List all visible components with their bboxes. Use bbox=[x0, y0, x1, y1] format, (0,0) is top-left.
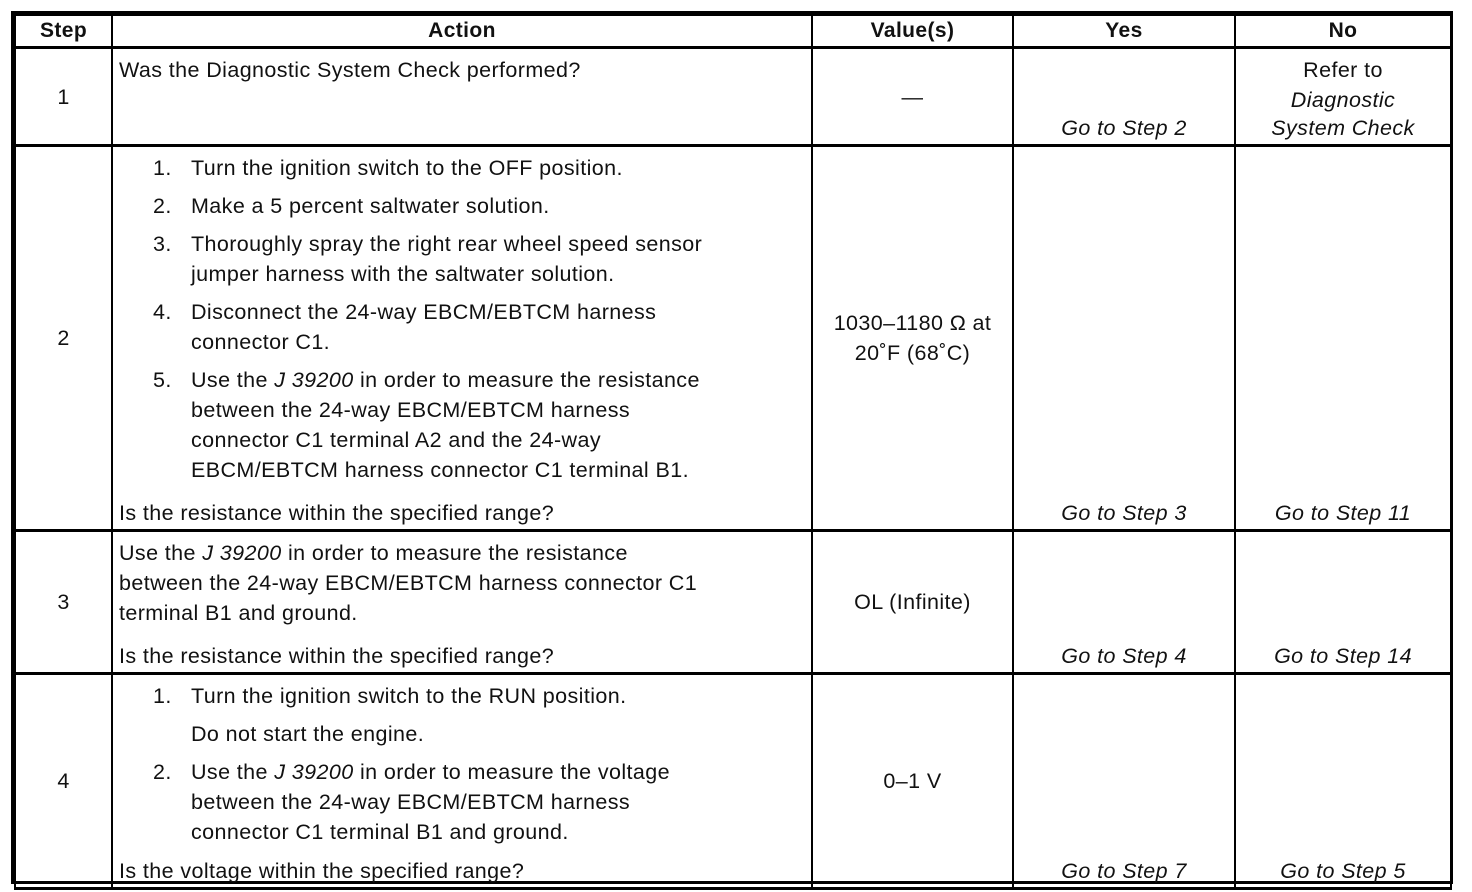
step-number: 4 bbox=[15, 674, 112, 889]
yes-link[interactable]: Go to Step 3 bbox=[1061, 501, 1187, 525]
value-cell: 0–1 V bbox=[812, 674, 1013, 889]
no-cell bbox=[1235, 48, 1451, 146]
action-question: Is the voltage within the specified range? bbox=[119, 859, 525, 883]
step-number: 1 bbox=[15, 48, 112, 146]
action-question: Was the Diagnostic System Check performed? bbox=[119, 58, 581, 82]
list-item: 5. Use the J 39200 in order to measure the resistance between the 24-way EBCM/EBTCM harness connector C1 terminal A2 and the 24-way EBCM/EBTCM harness connector C1 terminal B1. bbox=[153, 368, 700, 482]
value-line-2: 20˚F (68˚C) bbox=[854, 341, 971, 365]
step-number: 2 bbox=[15, 146, 112, 531]
no-cell bbox=[1235, 146, 1451, 531]
yes-cell bbox=[1013, 48, 1235, 146]
table-row bbox=[15, 48, 1451, 146]
action-cell bbox=[112, 146, 812, 531]
action-cell bbox=[112, 674, 812, 889]
no-cell bbox=[1235, 674, 1451, 889]
yes-link[interactable]: Go to Step 7 bbox=[1061, 859, 1187, 883]
yes-cell bbox=[1013, 531, 1235, 674]
table-row bbox=[15, 674, 1451, 889]
action-text: Use the J 39200 in order to measure the resistance between the 24-way EBCM/EBTCM harness connector C1 terminal B1 and ground. bbox=[119, 541, 698, 625]
yes-cell bbox=[1013, 146, 1235, 531]
table-row bbox=[15, 146, 1451, 531]
list-item: 2. Use the J 39200 in order to measure the voltage between the 24-way EBCM/EBTCM harness connector C1 terminal B1 and ground. bbox=[153, 760, 670, 844]
header-yes: Yes bbox=[1013, 15, 1235, 48]
no-line-3: System Check bbox=[1271, 116, 1415, 140]
diagnostic-table bbox=[14, 14, 1452, 890]
value-cell: OL (Infinite) bbox=[812, 531, 1013, 674]
value-cell bbox=[812, 146, 1013, 531]
tool-reference: J 39200 bbox=[202, 541, 282, 565]
tool-reference: J 39200 bbox=[274, 368, 354, 392]
table-row bbox=[15, 531, 1451, 674]
yes-link[interactable]: Go to Step 4 bbox=[1061, 644, 1187, 668]
action-question: Is the resistance within the specified range? bbox=[119, 644, 555, 668]
header-step: Step bbox=[15, 15, 112, 48]
step-number: 3 bbox=[15, 531, 112, 674]
no-line-1: Refer to bbox=[1303, 58, 1383, 82]
no-reference[interactable] bbox=[1236, 49, 1450, 143]
list-item: 3. Thoroughly spray the right rear wheel speed sensor jumper harness with the saltwater solution. bbox=[153, 232, 703, 286]
no-cell bbox=[1235, 531, 1451, 674]
value-cell: — bbox=[812, 48, 1013, 146]
tool-reference: J 39200 bbox=[274, 760, 354, 784]
list-item: 2. Make a 5 percent saltwater solution. bbox=[153, 194, 550, 218]
list-item: 1. Turn the ignition switch to the OFF position. bbox=[153, 156, 623, 180]
header-no: No bbox=[1235, 15, 1451, 48]
list-item: 1. Turn the ignition switch to the RUN position. Do not start the engine. bbox=[153, 684, 627, 746]
no-line-2: Diagnostic bbox=[1290, 88, 1396, 112]
no-link[interactable]: Go to Step 5 bbox=[1280, 859, 1406, 883]
header-action: Action bbox=[112, 15, 812, 48]
action-steps bbox=[119, 681, 805, 847]
diagnostic-table-frame bbox=[11, 11, 1453, 884]
yes-cell bbox=[1013, 674, 1235, 889]
action-question: Is the resistance within the specified range? bbox=[119, 501, 555, 525]
action-cell bbox=[112, 48, 812, 146]
header-row bbox=[15, 15, 1451, 48]
header-values: Value(s) bbox=[812, 15, 1013, 48]
list-item: 4. Disconnect the 24-way EBCM/EBTCM harness connector C1. bbox=[153, 300, 657, 354]
no-link[interactable]: Go to Step 14 bbox=[1274, 644, 1412, 668]
action-cell bbox=[112, 531, 812, 674]
action-steps bbox=[119, 153, 805, 485]
no-link[interactable]: Go to Step 11 bbox=[1274, 501, 1412, 525]
yes-link[interactable]: Go to Step 2 bbox=[1061, 116, 1187, 140]
value-line-1: 1030–1180 Ω at bbox=[833, 311, 992, 335]
